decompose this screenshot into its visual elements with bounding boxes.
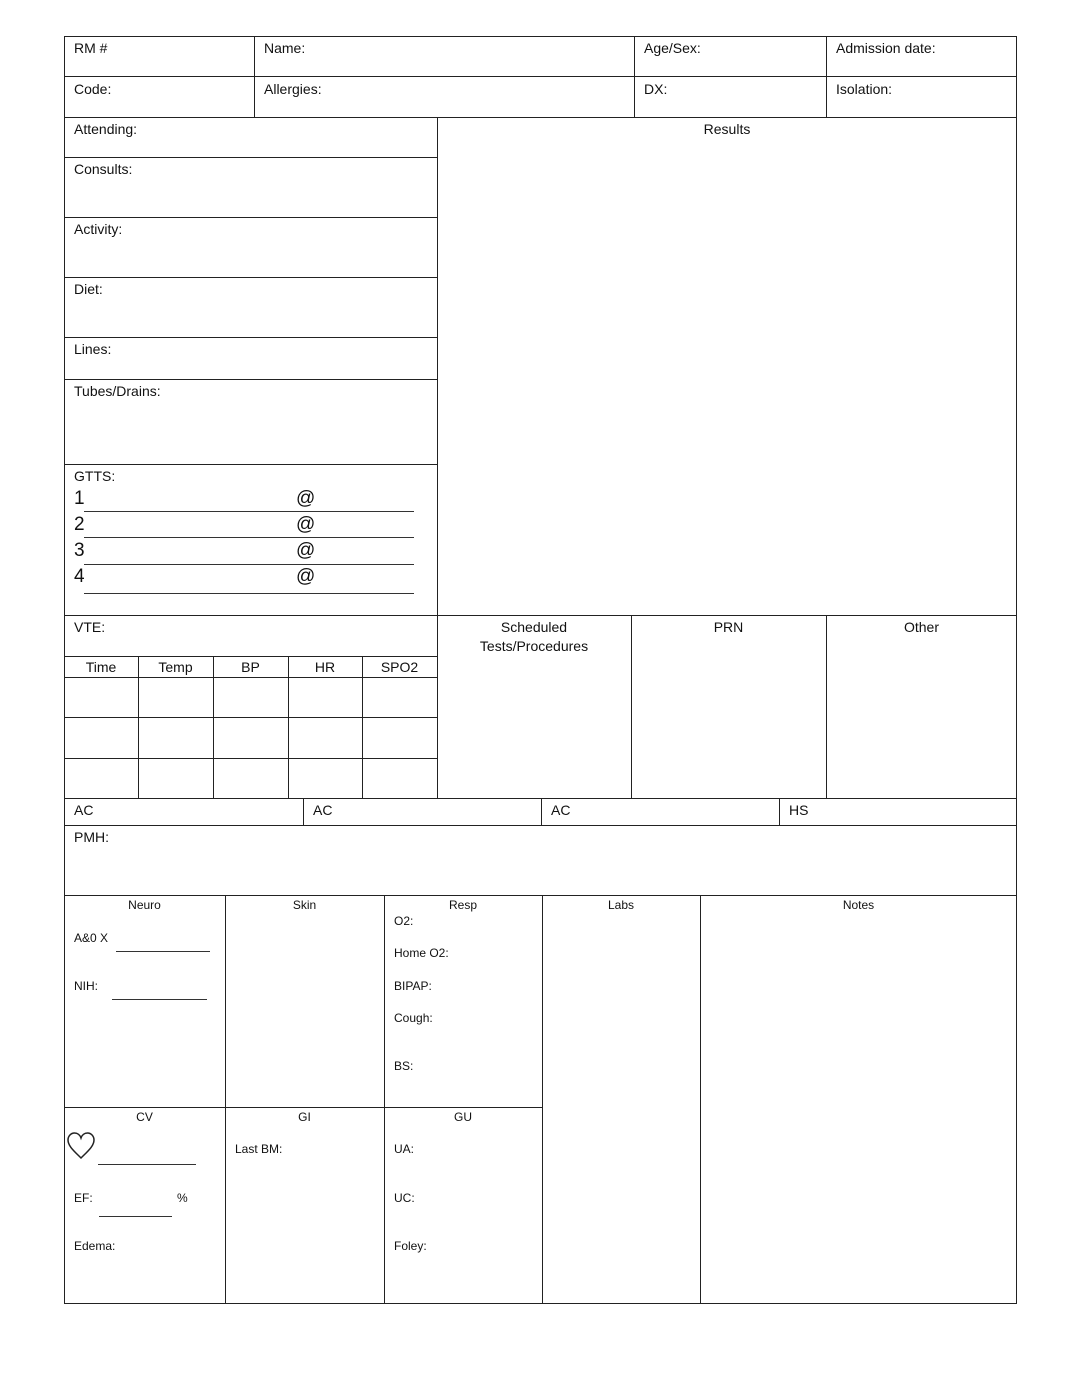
gi-title: GI — [298, 1110, 311, 1124]
lines-field-label[interactable]: Lines: — [74, 341, 112, 357]
vitals-header-time: Time — [85, 659, 117, 675]
meals-col-divider — [303, 798, 304, 825]
gtts-row-number: 1 — [74, 488, 85, 509]
activity-field-label[interactable]: Activity: — [74, 221, 123, 237]
assessment-col-divider — [700, 895, 701, 1304]
rm-field-label[interactable]: RM # — [74, 40, 108, 56]
meal-ac-label[interactable]: AC — [551, 802, 571, 818]
gtts-row-number: 4 — [74, 566, 85, 587]
last-bm-field-label[interactable]: Last BM: — [235, 1142, 283, 1156]
meal-ac-label[interactable]: AC — [74, 802, 94, 818]
meal-ac-label[interactable]: AC — [313, 802, 333, 818]
isolation-field-label[interactable]: Isolation: — [836, 81, 893, 97]
results-title: Results — [703, 121, 751, 137]
gtts-row-line[interactable] — [84, 593, 414, 594]
o2-field-label[interactable]: O2: — [394, 914, 414, 928]
meals-col-divider — [541, 798, 542, 825]
name-field-label[interactable]: Name: — [264, 40, 306, 56]
gtts-row-number: 2 — [74, 514, 85, 535]
diet-field-label[interactable]: Diet: — [74, 281, 103, 297]
pmh-bottom-border — [64, 895, 1017, 896]
gtts-row-at: @ — [296, 514, 316, 535]
gtts-row-at: @ — [296, 566, 316, 587]
bs-field-label[interactable]: BS: — [394, 1059, 414, 1073]
scheduled-title-line1: Scheduled — [500, 619, 568, 635]
header-divider-2 — [64, 117, 1017, 118]
meals-col-divider — [779, 798, 780, 825]
vte-field-label[interactable]: VTE: — [74, 619, 106, 635]
ef-field-line[interactable] — [99, 1216, 172, 1217]
diet-divider — [64, 337, 437, 338]
assessment-col-divider — [542, 895, 543, 1304]
gtts-label: GTTS: — [74, 468, 116, 484]
results-left-border — [437, 117, 438, 799]
code-field-label[interactable]: Code: — [74, 81, 112, 97]
header-col-divider-3 — [826, 36, 827, 117]
vitals-top-border — [64, 656, 437, 657]
allergies-field-label[interactable]: Allergies: — [264, 81, 322, 97]
uc-field-label[interactable]: UC: — [394, 1191, 415, 1205]
gtts-row-at: @ — [296, 540, 316, 561]
meals-bottom-border — [64, 825, 1017, 826]
prn-title: PRN — [713, 619, 744, 635]
vitals-header-divider — [64, 677, 437, 678]
vitals-header-spo2: SPO2 — [380, 659, 419, 675]
consults-field-label[interactable]: Consults: — [74, 161, 133, 177]
ef-field-label[interactable]: EF: — [74, 1191, 93, 1205]
assessment-row-divider — [64, 1107, 542, 1108]
vitals-row-divider — [64, 758, 437, 759]
nih-field-line[interactable] — [112, 999, 207, 1000]
admission-date-field-label[interactable]: Admission date: — [836, 40, 936, 56]
meal-hs-label[interactable]: HS — [789, 802, 809, 818]
vitals-header-temp: Temp — [158, 659, 193, 675]
bipap-field-label[interactable]: BIPAP: — [394, 979, 432, 993]
assessment-col-divider — [384, 895, 385, 1304]
vitals-col-divider — [213, 656, 214, 799]
ao-field-label[interactable]: A&0 X — [74, 931, 109, 945]
pmh-field-label[interactable]: PMH: — [74, 829, 109, 845]
ao-field-line[interactable] — [116, 951, 210, 952]
vitals-col-divider — [362, 656, 363, 799]
vitals-row-divider — [64, 717, 437, 718]
skin-title: Skin — [292, 898, 317, 912]
tubes-drains-field-label[interactable]: Tubes/Drains: — [74, 383, 161, 399]
scheduled-prn-divider — [631, 615, 632, 799]
cv-title: CV — [136, 1110, 153, 1124]
nih-field-label[interactable]: NIH: — [74, 979, 98, 993]
ef-percent-label: % — [177, 1191, 188, 1205]
notes-title: Notes — [842, 898, 875, 912]
header-divider-1 — [64, 76, 1017, 77]
other-title: Other — [903, 619, 939, 635]
middle-section-divider — [64, 615, 1017, 616]
gtts-row-line[interactable] — [84, 564, 414, 565]
lines-divider — [64, 379, 437, 380]
heart-field-line[interactable] — [98, 1164, 196, 1165]
resp-title: Resp — [448, 898, 477, 912]
age-sex-field-label[interactable]: Age/Sex: — [644, 40, 701, 56]
gtts-row-at: @ — [296, 488, 316, 509]
neuro-title: Neuro — [128, 898, 161, 912]
gtts-row-line[interactable] — [84, 537, 414, 538]
labs-title: Labs — [607, 898, 635, 912]
assessment-col-divider — [225, 895, 226, 1304]
prn-other-divider — [826, 615, 827, 799]
home-o2-field-label[interactable]: Home O2: — [394, 946, 449, 960]
foley-field-label[interactable]: Foley: — [394, 1239, 427, 1253]
cough-field-label[interactable]: Cough: — [394, 1011, 433, 1025]
edema-field-label[interactable]: Edema: — [74, 1239, 116, 1253]
ua-field-label[interactable]: UA: — [394, 1142, 415, 1156]
gu-title: GU — [454, 1110, 472, 1124]
header-col-divider-2 — [634, 36, 635, 117]
dx-field-label[interactable]: DX: — [644, 81, 668, 97]
heart-icon — [66, 1131, 96, 1166]
activity-divider — [64, 277, 437, 278]
attending-divider — [64, 157, 437, 158]
scheduled-title-line2: Tests/Procedures — [479, 638, 589, 654]
vitals-col-divider — [288, 656, 289, 799]
attending-field-label[interactable]: Attending: — [74, 121, 138, 137]
gtts-row-line[interactable] — [84, 511, 414, 512]
vitals-col-divider — [138, 656, 139, 799]
header-col-divider-1 — [254, 36, 255, 117]
tubes-divider — [64, 464, 437, 465]
vitals-header-bp: BP — [241, 659, 260, 675]
consults-divider — [64, 217, 437, 218]
vitals-header-hr: HR — [314, 659, 336, 675]
gtts-row-number: 3 — [74, 540, 85, 561]
